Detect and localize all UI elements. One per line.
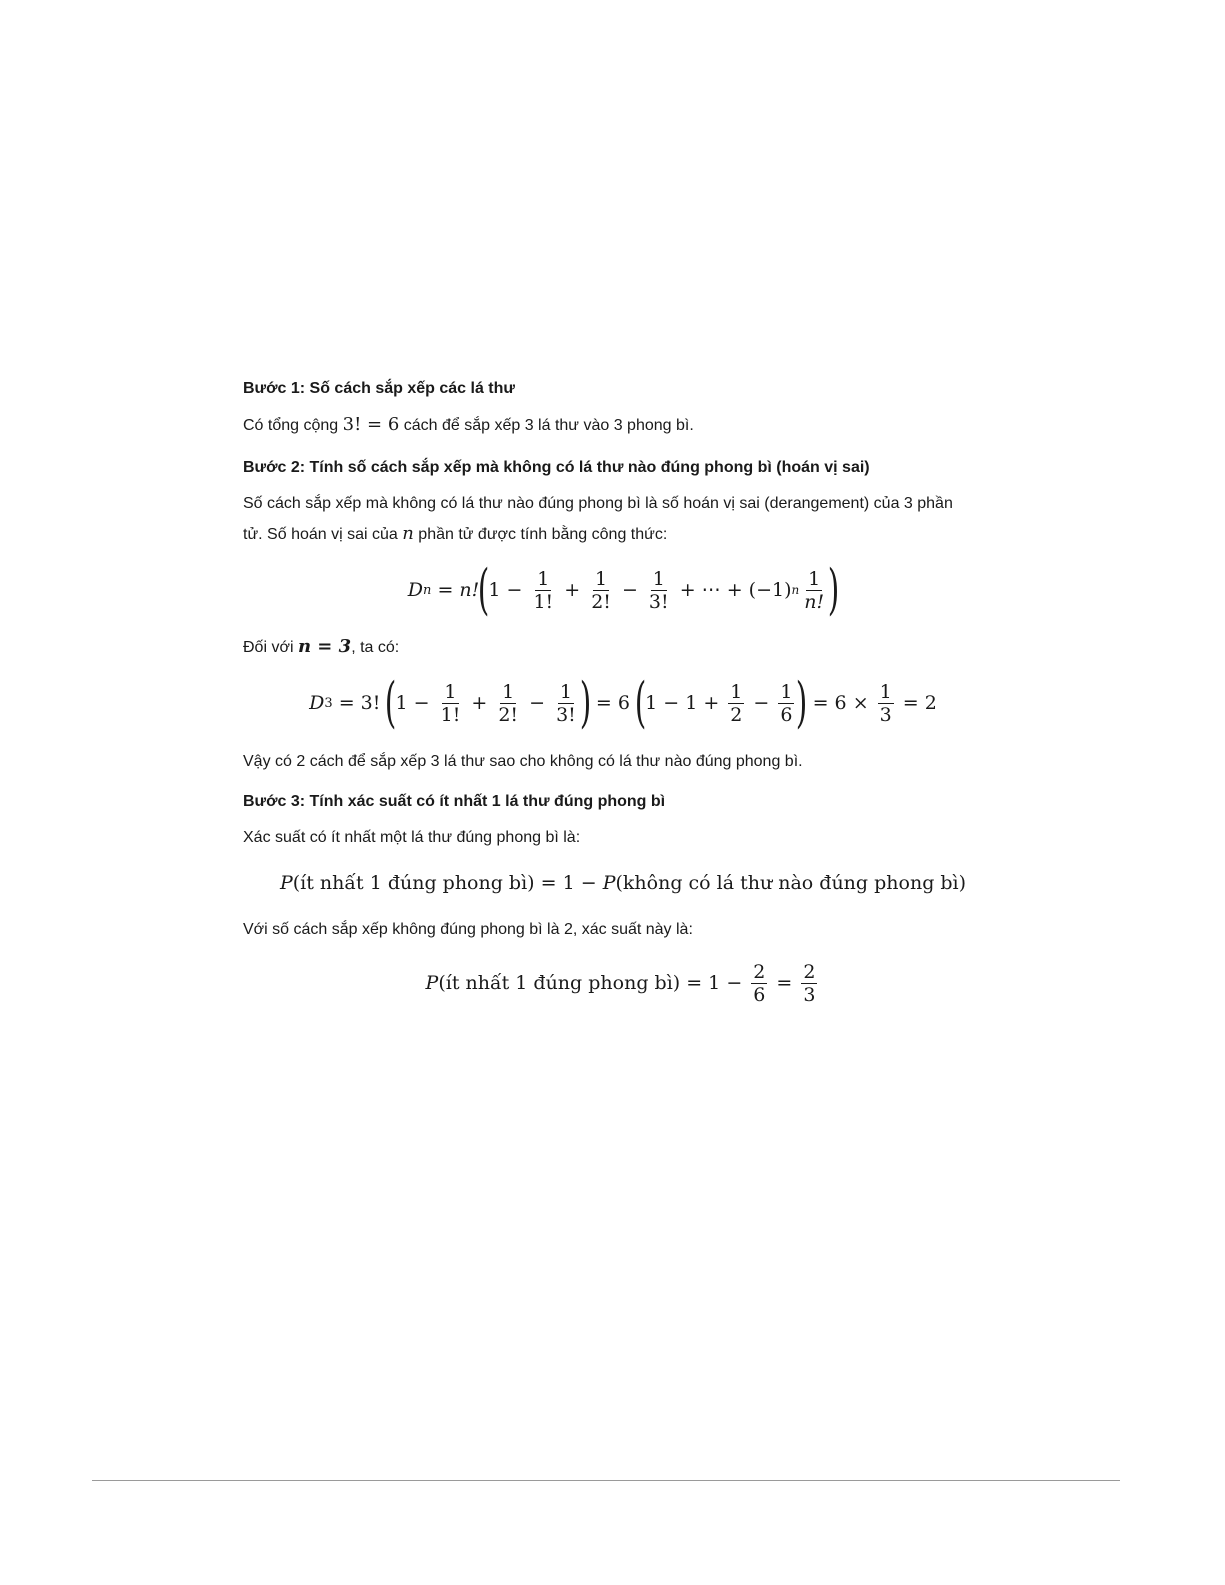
d3-minus-2: −	[747, 692, 776, 714]
formula-frac-2	[589, 568, 613, 613]
frac-num: 1	[808, 567, 821, 590]
d3-part3: = 6 ×	[806, 692, 875, 714]
frac-den: 2	[730, 703, 743, 726]
prob-arg2: (không có lá thư nào đúng phong bì)	[615, 872, 967, 894]
formula-frac-1	[531, 568, 555, 613]
d3-formula	[243, 671, 1003, 735]
d3-plus: +	[465, 692, 494, 714]
for-math: n = 3	[297, 636, 352, 657]
derangement-formula	[243, 560, 1003, 620]
prob-p1: P	[279, 872, 293, 894]
d3-one: 1 −	[395, 692, 436, 714]
step1-text-b: cách để sắp xếp 3 lá thư vào 3 phong bì.	[399, 417, 694, 434]
formula-one: 1 −	[488, 579, 529, 601]
d3-part4: = 2	[896, 692, 937, 714]
solution-content	[243, 376, 1003, 1013]
frac-num: 1	[730, 680, 743, 703]
step2-line2-var: n	[402, 523, 414, 544]
result-p: P	[425, 972, 439, 994]
frac-den: 1!	[533, 590, 554, 613]
d3-inner: 1 − 1 +	[645, 692, 726, 714]
d3-lhs: D	[309, 692, 325, 714]
probability-result-formula	[243, 953, 1003, 1013]
d3-frac-5	[778, 681, 794, 726]
frac-num: 1	[879, 680, 892, 703]
probability-formula	[243, 863, 1003, 903]
formula-frac-3	[647, 568, 671, 613]
d3-frac-4	[728, 681, 744, 726]
prob-arg1: (ít nhất 1 đúng phong bì)	[292, 872, 535, 894]
d3-frac-2	[496, 681, 520, 726]
step1-text	[243, 410, 1003, 441]
d3-part1: = 3!	[332, 692, 387, 714]
formula-nfact: n!	[459, 579, 480, 601]
step2-line2-a: tử. Số hoán vị sai của	[243, 526, 403, 543]
step2-line2	[243, 519, 1003, 550]
formula-open-paren: (	[478, 558, 490, 621]
formula-frac-4	[802, 568, 826, 613]
result-frac-1	[751, 961, 767, 1006]
formula-minus: −	[615, 579, 644, 601]
step1-heading: Bước 1: Số cách sắp xếp các lá thư	[243, 380, 515, 397]
frac-num: 2	[803, 960, 816, 983]
d3-frac-3	[554, 681, 578, 726]
d3-close-paren-2: )	[796, 671, 808, 734]
frac-den: 2!	[591, 590, 611, 613]
step1-math: 3! = 6	[342, 414, 400, 435]
step3-intro: Xác suất có ít nhất một lá thư đúng phong bì là:	[243, 829, 581, 846]
frac-den: 3!	[648, 590, 669, 613]
d3-frac-1	[439, 681, 463, 726]
result-mid: = 1 −	[680, 972, 749, 994]
d3-lhs-sub: 3	[324, 695, 333, 711]
d3-open-paren-2: (	[634, 671, 647, 734]
step3-heading: Bước 3: Tính xác suất có ít nhất 1 lá thư đúng phong bì	[243, 793, 666, 810]
frac-num: 1	[502, 680, 515, 703]
for-n-3-line	[243, 632, 1003, 663]
for-text-b: , ta có:	[351, 639, 400, 656]
step2-conclusion: Vậy có 2 cách để sắp xếp 3 lá thư sao cho không có lá thư nào đúng phong bì.	[243, 753, 803, 770]
formula-plus: +	[558, 579, 587, 601]
d3-minus: −	[523, 692, 552, 714]
frac-num: 1	[780, 680, 793, 703]
frac-den: n!	[804, 590, 825, 613]
formula-eq: =	[431, 579, 460, 601]
step2-heading: Bước 2: Tính số cách sắp xếp mà không có lá thư nào đúng phong bì (hoán vị sai)	[243, 459, 870, 476]
frac-num: 1	[444, 680, 457, 703]
frac-num: 1	[595, 567, 608, 590]
frac-den: 3	[803, 983, 816, 1006]
step3-with-text: Với số cách sắp xếp không đúng phong bì là 2, xác suất này là:	[243, 921, 693, 938]
d3-part2: = 6	[589, 692, 637, 714]
step1-text-a: Có tổng cộng	[243, 417, 343, 434]
formula-sup: n	[791, 583, 800, 597]
formula-dots: + ⋯ + (−1)	[673, 579, 792, 601]
formula-close-paren: )	[827, 558, 840, 621]
result-arg: (ít nhất 1 đúng phong bì)	[438, 972, 681, 994]
frac-num: 1	[652, 567, 665, 590]
formula-lhs: D	[407, 579, 424, 601]
frac-den: 3!	[556, 703, 576, 726]
prob-p2: P	[602, 872, 616, 894]
frac-den: 3	[879, 703, 892, 726]
frac-den: 6	[753, 983, 766, 1006]
frac-den: 2!	[498, 703, 519, 726]
step2-line1: Số cách sắp xếp mà không có lá thư nào đúng phong bì là số hoán vị sai (derangement) của 3 phần	[243, 495, 953, 512]
frac-den: 6	[780, 703, 793, 726]
frac-num: 1	[559, 680, 572, 703]
prob-mid: = 1 −	[534, 872, 603, 894]
frac-num: 2	[753, 960, 766, 983]
formula-lhs-sub: n	[423, 582, 432, 598]
step2-line2-b: phần tử được tính bằng công thức:	[413, 526, 668, 543]
footer-divider	[92, 1480, 1120, 1481]
d3-close-paren: )	[579, 671, 592, 734]
frac-den: 1!	[440, 703, 461, 726]
d3-frac-6	[878, 681, 894, 726]
frac-num: 1	[537, 567, 550, 590]
d3-open-paren: (	[385, 671, 397, 734]
result-eq: =	[770, 972, 799, 994]
for-text-a: Đối với	[243, 639, 298, 656]
result-frac-2	[801, 961, 817, 1006]
